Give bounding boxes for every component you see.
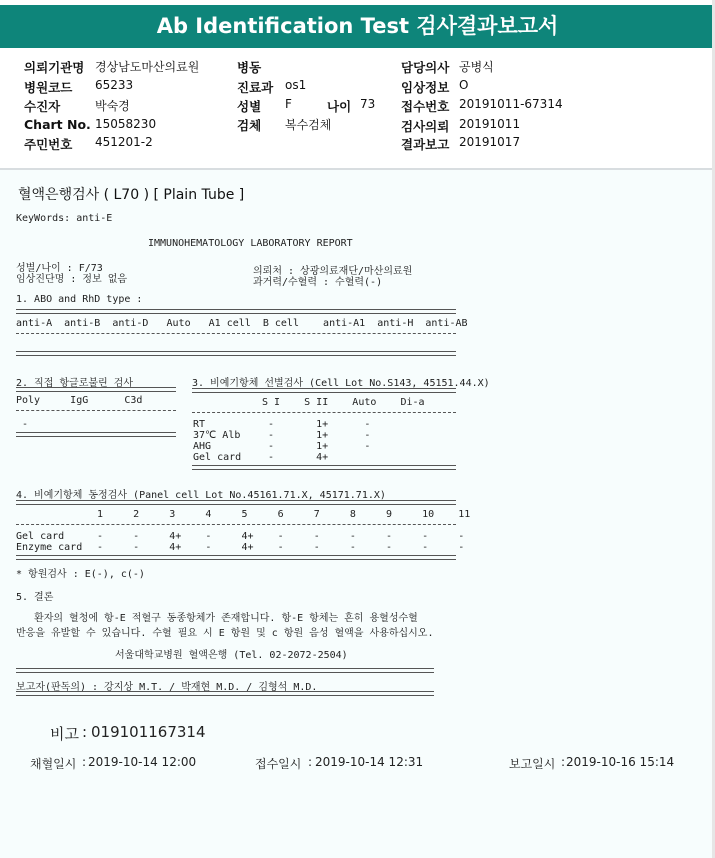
clinical-label: 임상정보 <box>401 80 450 95</box>
keywords: KeyWords: anti-E <box>16 213 113 224</box>
screen-bottom-rule <box>192 465 456 470</box>
report-section-title: 혈액은행검사 ( L70 ) [ Plain Tube ] <box>18 187 245 203</box>
screen-headers: S I S II Auto Di-a <box>262 397 425 408</box>
collect-colon: : <box>82 755 87 769</box>
panel-row-values: - - 4+ - 4+ - - - - - - <box>97 542 465 553</box>
code-value: 65233 <box>95 78 134 92</box>
screen-row-label: RT <box>193 419 206 430</box>
diagnosis: 임상진단명 : 정보 없음 <box>16 274 128 285</box>
request-value: 20191011 <box>459 117 521 131</box>
reporter: 보고자(판독의) : 강지상 M.T. / 박재현 M.D. / 김형석 M.D. <box>16 682 318 693</box>
receive-colon: : <box>308 755 313 769</box>
screen-section-title: 3. 비예기항체 선별검사 (Cell Lot No.S143, 45151.44.X) <box>192 378 490 389</box>
dept-value: os1 <box>285 78 307 92</box>
code-label: 병원코드 <box>24 80 73 95</box>
dat-value: - <box>22 419 29 430</box>
report-label: 보고일시 <box>509 757 556 771</box>
panel-section-title: 4. 비예기항체 동정검사 (Panel cell Lot No.45161.71.X, 45171.71.X) <box>16 490 386 501</box>
accession-label: 접수번호 <box>401 99 450 114</box>
hospital-value: 경상남도마산의료원 <box>95 60 200 74</box>
result-value: 20191017 <box>459 135 521 149</box>
receive-value: 2019-10-14 12:31 <box>315 755 424 769</box>
dat-header-rule <box>16 410 176 411</box>
history: 과거력/수혈력 : 수혈력(-) <box>253 277 383 288</box>
panel-top-rule <box>16 500 456 505</box>
antigen-result: * 항원검사 : E(-), c(-) <box>16 569 145 580</box>
screen-header-rule <box>192 412 456 413</box>
screen-row-values: - 4+ <box>268 452 329 463</box>
dat-top-rule <box>16 387 176 392</box>
reporter-bottom-rule <box>16 691 434 696</box>
requester: 의뢰처 : 상광의료재단/마산의료원 <box>253 266 413 277</box>
abo-section-title: 1. ABO and RhD type : <box>16 294 143 305</box>
abo-header-rule <box>16 333 456 334</box>
receiver-value: 박숙경 <box>95 99 130 113</box>
patient-header <box>0 48 715 168</box>
age-value: 73 <box>360 97 376 111</box>
screen-row-label: AHG <box>193 441 212 452</box>
accession-value: 20191011-67314 <box>459 97 563 111</box>
lab-title: IMMUNOHEMATOLOGY LABORATORY REPORT <box>148 238 353 249</box>
result-label: 결과보고 <box>401 137 450 152</box>
report-title: Ab Identification Test 검사결과보고서 <box>0 5 715 48</box>
conclusion-title: 5. 결론 <box>16 592 54 603</box>
screen-top-rule <box>192 388 456 393</box>
dept-label: 진료과 <box>237 80 274 95</box>
report-value: 2019-10-16 15:14 <box>566 755 675 769</box>
sex-value: F <box>285 97 292 111</box>
abo-headers: anti-A anti-B anti-D Auto A1 cell B cell anti-A1 anti-H anti-AB <box>16 318 468 329</box>
screen-row-values: - 1+ - <box>268 441 371 452</box>
conclusion-line: 반응을 유발할 수 있습니다. 수혈 필요 시 E 항원 및 c 항원 음성 혈액을 사용하십시오. <box>16 628 434 639</box>
panel-row-values: - - 4+ - 4+ - - - - - - <box>97 531 465 542</box>
receive-label: 접수일시 <box>255 757 302 771</box>
note-label: 비고 <box>50 725 79 743</box>
lab-name: 서울대학교병원 혈액은행 (Tel. 02-2072-2504) <box>115 650 348 661</box>
age-label: 나이 <box>327 99 352 114</box>
collect-label: 채혈일시 <box>30 757 77 771</box>
dat-section-title: 2. 직접 항글로불린 검사 <box>16 378 134 389</box>
chart-label: Chart No. <box>24 117 91 132</box>
screen-row-values: - 1+ - <box>268 430 371 441</box>
panel-bottom-rule <box>16 555 456 560</box>
rrn-label: 주민번호 <box>24 137 73 152</box>
panel-header-rule <box>16 524 456 525</box>
collect-value: 2019-10-14 12:00 <box>88 755 197 769</box>
specimen-label: 검체 <box>237 118 262 133</box>
screen-row-label: 37℃ Alb <box>193 430 241 441</box>
dat-headers: Poly IgG C3d <box>16 395 143 406</box>
panel-row-label: Gel card <box>16 531 65 542</box>
note-colon: : <box>82 723 88 741</box>
receiver-label: 수진자 <box>24 99 61 114</box>
report-colon: : <box>561 755 566 769</box>
sex-age: 성별/나이 : F/73 <box>16 263 103 274</box>
hospital-label: 의뢰기관명 <box>24 60 85 75</box>
clinical-value: O <box>459 78 469 92</box>
dat-bottom-rule <box>16 432 176 437</box>
reporter-top-rule <box>16 668 434 673</box>
screen-row-values: - 1+ - <box>268 419 371 430</box>
panel-row-label: Enzyme card <box>16 542 83 553</box>
specimen-value: 복수검체 <box>285 118 332 132</box>
rrn-value: 451201-2 <box>95 135 153 149</box>
screen-row-label: Gel card <box>193 452 242 463</box>
doctor-label: 담당의사 <box>401 60 450 75</box>
conclusion-line: 환자의 혈청에 항-E 적혈구 동종항체가 존재합니다. 항-E 항체는 흔히 용혈성수혈 <box>16 613 418 624</box>
note-value: 019101167314 <box>91 723 206 741</box>
doctor-value: 공병식 <box>459 60 494 74</box>
chart-value: 15058230 <box>95 117 157 131</box>
panel-headers: 1 2 3 4 5 6 7 8 9 10 11 <box>97 509 471 520</box>
request-label: 검사의뢰 <box>401 119 450 134</box>
abo-bottom-rule <box>16 351 456 356</box>
sex-label: 성별 <box>237 99 262 114</box>
abo-top-rule <box>16 309 456 314</box>
ward-label: 병동 <box>237 60 262 75</box>
